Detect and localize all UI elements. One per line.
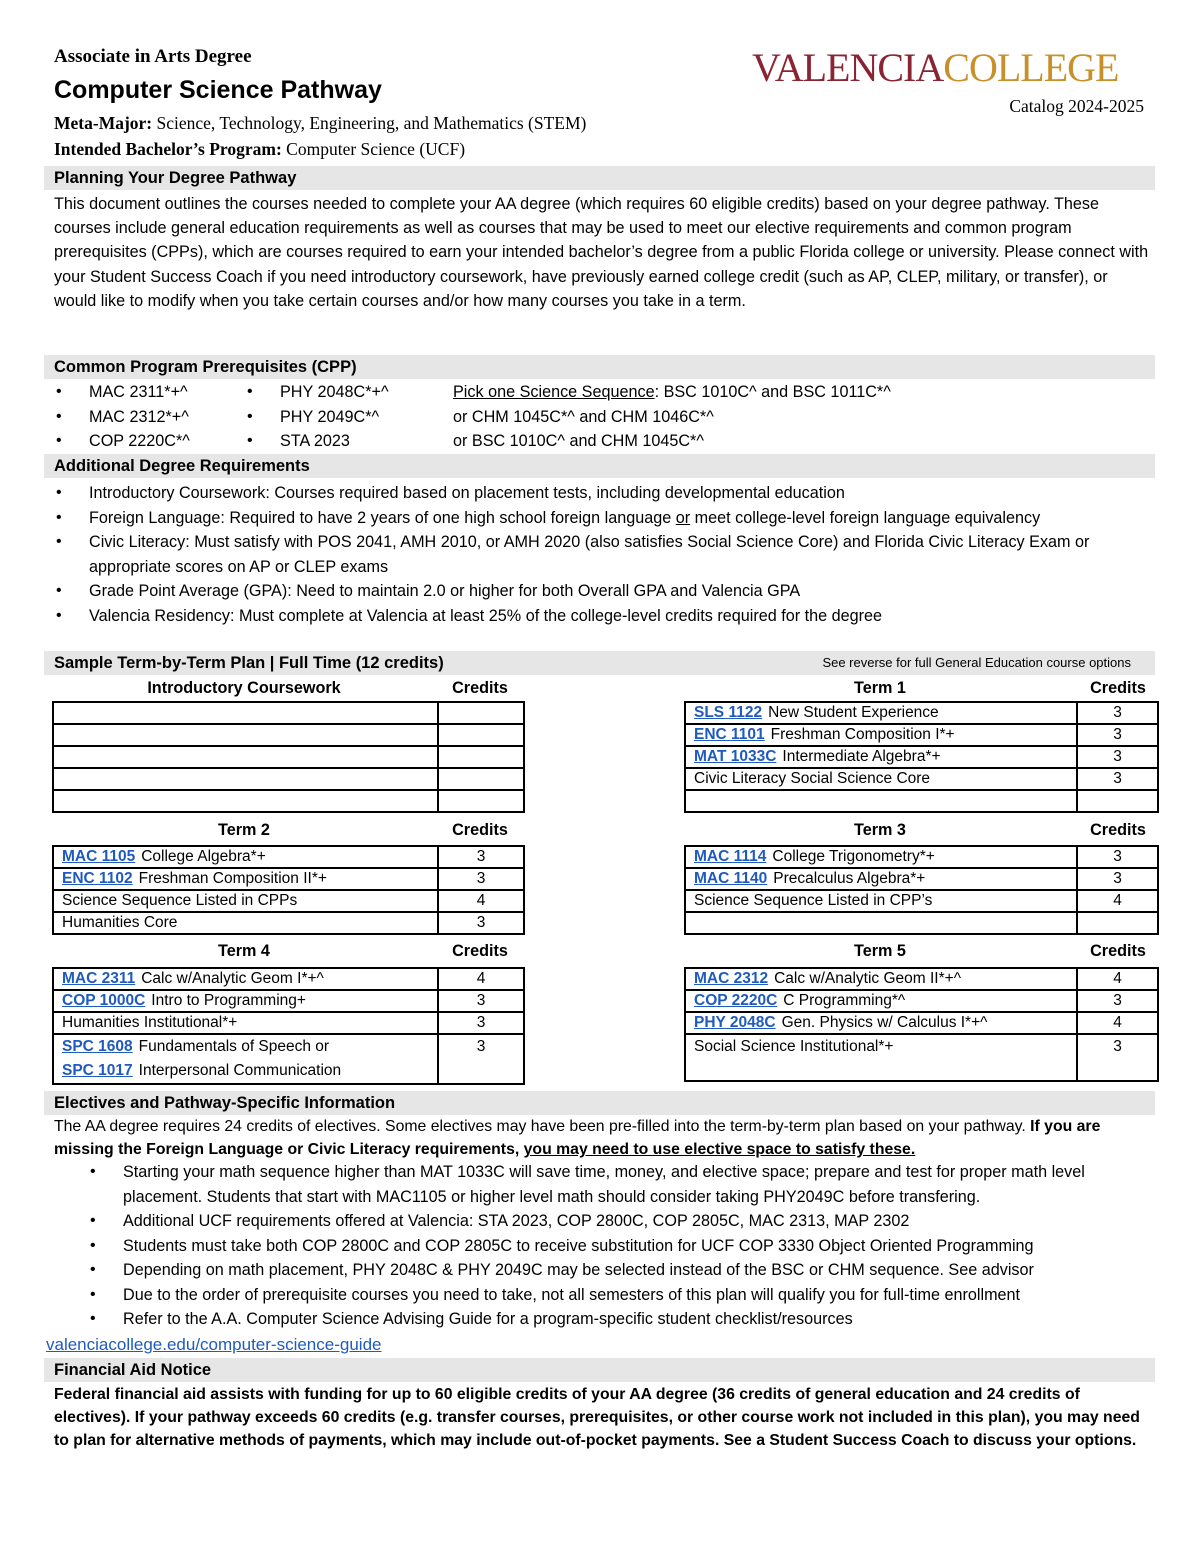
cpp-course: • COP 2220C*^ <box>54 429 244 454</box>
term5-table <box>684 967 1159 1082</box>
term1-title: Term 1 <box>854 679 906 697</box>
table-row <box>685 912 1158 934</box>
course-name: Science Sequence Listed in CPPs <box>62 892 298 909</box>
additional-requirements-list <box>54 481 1154 628</box>
course-name: Gen. Physics w/ Calculus I*+^ <box>781 1014 988 1031</box>
meta-major-value: Science, Technology, Engineering, and Mathematics (STEM) <box>152 113 587 133</box>
elective-item: • Students must take both COP 2800C and COP 2805C to receive substitution for UCF COP 3330 Object Oriented Programming <box>88 1234 1153 1259</box>
table-row <box>53 768 524 790</box>
electives-intro-bold: If you are missing the Foreign Language or Civic Literacy requirements, <box>54 1118 1101 1158</box>
course-name: College Algebra*+ <box>141 848 266 865</box>
college-logo <box>752 46 1118 90</box>
table-row <box>685 790 1158 812</box>
bachelor-value: Computer Science (UCF) <box>281 139 466 159</box>
requirement-item: • Grade Point Average (GPA): Need to maintain 2.0 or higher for both Overall GPA and Valencia GPA <box>54 579 1154 604</box>
cpp-course: • PHY 2048C*+^ <box>245 380 445 405</box>
electives-intro-underline: you may need to use elective space to satisfy these. <box>523 1141 916 1158</box>
course-credits: 3 <box>1077 1034 1158 1081</box>
course-link[interactable]: MAC 1114 <box>694 848 767 865</box>
course-credits: 3 <box>1077 868 1158 890</box>
table-row <box>685 702 1158 724</box>
course-name: Fundamentals of Speech or <box>138 1038 330 1055</box>
course-credits: 4 <box>438 890 524 912</box>
course-link[interactable]: MAT 1033C <box>694 748 777 765</box>
table-row <box>53 724 524 746</box>
cpp-course: • STA 2023 <box>245 429 445 454</box>
table-row <box>53 1034 524 1084</box>
advising-guide-link[interactable]: valenciacollege.edu/computer-science-guide <box>46 1335 382 1354</box>
course-name: Precalculus Algebra*+ <box>773 870 926 887</box>
table-row <box>53 912 524 934</box>
table-row <box>53 846 524 868</box>
course-link[interactable]: MAC 1105 <box>62 848 136 865</box>
course-credits: 3 <box>1077 746 1158 768</box>
table-row <box>53 702 524 724</box>
table-row <box>53 1012 524 1034</box>
table-row <box>685 890 1158 912</box>
course-credits: 3 <box>1077 724 1158 746</box>
course-link[interactable]: SPC 1017 <box>62 1062 133 1079</box>
course-name: Civic Literacy Social Science Core <box>694 770 931 787</box>
table-row <box>685 724 1158 746</box>
course-name: New Student Experience <box>768 704 939 721</box>
requirement-item-foreign-language <box>54 506 1154 531</box>
requirement-item: • Valencia Residency: Must complete at Valencia at least 25% of the college-level credits required for the degree <box>54 604 1154 629</box>
catalog-year: Catalog 2024-2025 <box>1009 96 1144 116</box>
course-name: Science Sequence Listed in CPP’s <box>694 892 933 909</box>
course-name: Humanities Institutional*+ <box>62 1014 238 1031</box>
course-credits: 4 <box>1077 968 1158 990</box>
elective-item: • Starting your math sequence higher than MAT 1033C will save time, money, and elective space; prepare and test for proper math level placement. Students that start with MAC1105 or higher level math should consider taking PHY2049C before transfering. <box>88 1160 1153 1209</box>
term3-table <box>684 845 1159 935</box>
course-link[interactable]: PHY 2048C <box>694 1014 776 1031</box>
science-option-1: : BSC 1010C^ and BSC 1011C*^ <box>654 383 891 401</box>
plan-note: See reverse for full General Education course options <box>822 655 1131 670</box>
course-link[interactable]: SLS 1122 <box>694 704 763 721</box>
course-link[interactable]: MAC 2311 <box>62 970 136 987</box>
credits-header: Credits <box>452 821 508 839</box>
course-name: Freshman Composition I*+ <box>770 726 955 743</box>
cpp-section-title: Common Program Prerequisites (CPP) <box>44 355 1155 379</box>
course-name: Intro to Programming+ <box>151 992 306 1009</box>
foreign-language-or: or <box>675 508 691 527</box>
term1-table <box>684 701 1159 813</box>
credits-header: Credits <box>1090 679 1146 697</box>
science-option-2: or CHM 1045C*^ and CHM 1046C*^ <box>453 407 714 426</box>
cpp-list-2 <box>245 380 445 454</box>
term4-title: Term 4 <box>218 942 270 960</box>
course-credits: 3 <box>438 1034 524 1084</box>
table-row <box>685 1034 1158 1081</box>
logo-valencia: VALENCIA <box>752 45 944 90</box>
financial-text: Federal financial aid assists with funding for up to 60 eligible credits of your AA degree (36 credits of general education and 24 credits of electives). If your pathway exceeds 60 credits (e.g. transfer courses, prerequisites, or other course work not included in this plan), you may need to plan for alternative methods of payments, which may include out-of-pocket payments. See a Student Success Coach to discuss your options. <box>54 1386 1140 1449</box>
meta-major <box>54 113 586 134</box>
logo-college: COLLEGE <box>943 45 1119 90</box>
electives-intro <box>54 1115 1154 1161</box>
course-name: Social Science Institutional*+ <box>694 1038 894 1055</box>
course-name: Calc w/Analytic Geom I*+^ <box>141 970 324 987</box>
degree-type: Associate in Arts Degree <box>54 46 252 67</box>
bachelor-label: Intended Bachelor’s Program: <box>54 139 282 159</box>
table-row <box>685 746 1158 768</box>
term2-table <box>52 845 525 935</box>
table-row <box>685 868 1158 890</box>
term2-title: Term 2 <box>218 821 270 839</box>
course-credits: 3 <box>438 912 524 934</box>
elective-item: • Refer to the A.A. Computer Science Advising Guide for a program-specific student checklist/resources <box>88 1307 1153 1332</box>
table-row <box>53 968 524 990</box>
course-name: Interpersonal Communication <box>138 1062 342 1079</box>
meta-major-label: Meta-Major: <box>54 113 153 133</box>
cpp-course: • MAC 2311*+^ <box>54 380 244 405</box>
elective-item: • Due to the order of prerequisite courses you need to take, not all semesters of this plan will qualify you for full-time enrollment <box>88 1283 1153 1308</box>
course-credits: 3 <box>438 868 524 890</box>
course-link[interactable]: MAC 2312 <box>694 970 769 987</box>
page-title: Computer Science Pathway <box>54 76 382 104</box>
science-option-3: or BSC 1010C^ and CHM 1045C*^ <box>453 432 704 450</box>
plan-title: Sample Term-by-Term Plan | Full Time (12 credits) <box>54 654 444 672</box>
credits-header: Credits <box>452 942 508 960</box>
electives-section-title: Electives and Pathway-Specific Information <box>44 1091 1155 1115</box>
course-name: Calc w/Analytic Geom II*+^ <box>774 970 961 987</box>
foreign-language-rest: meet college-level foreign language equivalency <box>690 508 1041 527</box>
course-credits: 3 <box>438 846 524 868</box>
science-sequence <box>453 380 891 454</box>
term5-title: Term 5 <box>854 942 906 960</box>
table-row <box>53 746 524 768</box>
term4-table <box>52 967 525 1085</box>
intended-bachelor <box>54 139 465 160</box>
elective-item: • Depending on math placement, PHY 2048C & PHY 2049C may be selected instead of the BSC or CHM sequence. See advisor <box>88 1258 1153 1283</box>
course-name: College Trigonometry*+ <box>772 848 935 865</box>
requirement-item: • Introductory Coursework: Courses required based on placement tests, including developmental education <box>54 481 1154 506</box>
requirement-item: • Civic Literacy: Must satisfy with POS 2041, AMH 2010, or AMH 2020 (also satisfies Social Science Core) and Florida Civic Literacy Exam or appropriate scores on AP or CLEP exams <box>54 530 1154 579</box>
table-row <box>685 968 1158 990</box>
cpp-course: • MAC 2312*+^ <box>54 405 244 430</box>
additional-section-title: Additional Degree Requirements <box>44 454 1155 478</box>
planning-section-title: Planning Your Degree Pathway <box>44 166 1155 190</box>
intro-title: Introductory Coursework <box>147 679 341 697</box>
science-sequence-label: Pick one Science Sequence <box>453 383 655 401</box>
course-credits: 3 <box>438 1012 524 1034</box>
table-row <box>685 990 1158 1012</box>
course-link[interactable]: COP 2220C <box>694 992 778 1009</box>
foreign-language-text: Foreign Language: Required to have 2 years of one high school foreign language <box>89 508 676 527</box>
plan-section-title <box>44 651 1155 675</box>
cpp-list-1 <box>54 380 244 454</box>
course-credits: 4 <box>1077 1012 1158 1034</box>
table-row <box>53 990 524 1012</box>
course-link[interactable]: COP 1000C <box>62 992 146 1009</box>
credits-header: Credits <box>1090 942 1146 960</box>
course-credits: 4 <box>1077 890 1158 912</box>
intro-coursework-table <box>52 701 525 813</box>
course-name: C Programming*^ <box>783 992 906 1009</box>
course-credits: 3 <box>1077 768 1158 790</box>
credits-header: Credits <box>452 679 508 697</box>
elective-item: • Additional UCF requirements offered at Valencia: STA 2023, COP 2800C, COP 2805C, MAC 2313, MAP 2302 <box>88 1209 1153 1234</box>
course-credits: 3 <box>438 990 524 1012</box>
table-row <box>685 846 1158 868</box>
electives-list <box>88 1160 1153 1332</box>
financial-section-title: Financial Aid Notice <box>44 1358 1155 1382</box>
course-link[interactable]: SPC 1608 <box>62 1038 133 1055</box>
course-name: Intermediate Algebra*+ <box>782 748 941 765</box>
planning-text: This document outlines the courses needed to complete your AA degree (which requires 60 eligible credits) based on your degree pathway. These courses include general education requirements as well as courses that may be used to meet our elective requirements and common program prerequisites (CPPs), which are courses required to earn your intended bachelor’s degree from a public Florida college or university. Please connect with your Student Success Coach if you need introductory coursework, have previously earned college credit (such as AP, CLEP, military, or transfer), or would like to modify when you take certain courses and/or how many courses you take in a term. <box>54 195 1149 310</box>
course-credits: 3 <box>1077 846 1158 868</box>
course-link[interactable]: ENC 1101 <box>694 726 765 743</box>
course-credits: 3 <box>1077 702 1158 724</box>
credits-header: Credits <box>1090 821 1146 839</box>
electives-intro-text: The AA degree requires 24 credits of electives. Some electives may have been pre-filled into the term-by-term plan based on your pathway. <box>54 1118 1031 1135</box>
table-row <box>685 768 1158 790</box>
table-row <box>685 1012 1158 1034</box>
cpp-course: • PHY 2049C*^ <box>245 405 445 430</box>
course-credits: 4 <box>438 968 524 990</box>
course-name: Humanities Core <box>62 914 178 931</box>
course-link[interactable]: ENC 1102 <box>62 870 133 887</box>
course-name: Freshman Composition II*+ <box>138 870 327 887</box>
table-row <box>53 890 524 912</box>
table-row <box>53 868 524 890</box>
course-link[interactable]: MAC 1140 <box>694 870 768 887</box>
term3-title: Term 3 <box>854 821 906 839</box>
table-row <box>53 790 524 812</box>
course-credits: 3 <box>1077 990 1158 1012</box>
